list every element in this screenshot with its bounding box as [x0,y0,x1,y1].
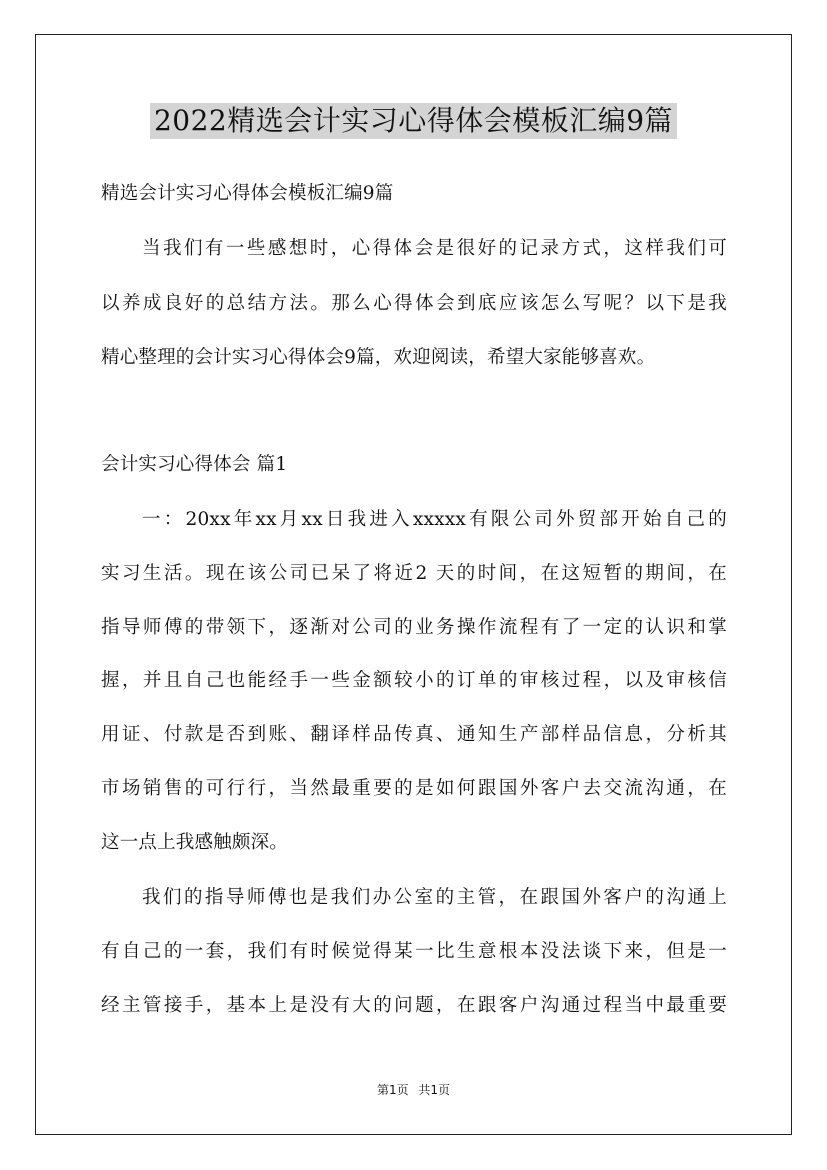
paragraph-line: 经主管接手，基本上是没有大的问题，在跟客户沟通过程当中最重要 [101,995,727,1016]
page-footer [0,1082,827,1098]
page-number: 第1页 [376,1083,409,1097]
paragraph-line: 我们的指导师傅也是我们办公室的主管，在跟国外客户的沟通上 [142,887,727,908]
document-title: 2022精选会计实习心得体会模板汇编9篇 [150,103,677,139]
paragraph-line: 实习生活。现在该公司已呆了将近2 天的时间，在这短暂的期间，在 [101,563,727,584]
page-total: 共1页 [418,1083,451,1097]
paragraph-line: 指导师傅的带领下，逐渐对公司的业务操作流程有了一定的认识和掌 [101,617,727,638]
paragraph-line: 这一点上我感触颇深。 [101,832,289,853]
document-subtitle: 精选会计实习心得体会模板汇编9篇 [101,183,394,204]
paragraph-line: 市场销售的可行行，当然最重要的是如何跟国外客户去交流沟通，在 [101,778,727,799]
paragraph-line: 用证、付款是否到账、翻译样品传真、通知生产部样品信息，分析其 [101,724,727,745]
intro-line: 当我们有一些感想时，心得体会是很好的记录方式，这样我们可 [142,238,727,259]
intro-line: 以养成良好的总结方法。那么心得体会到底应该怎么写呢？以下是我 [101,293,727,314]
intro-line: 精心整理的会计实习心得体会9篇，欢迎阅读，希望大家能够喜欢。 [101,347,656,368]
paragraph-line: 一：20xx年xx月xx日我进入xxxxx有限公司外贸部开始自己的 [142,509,727,530]
paragraph-line: 握，并且自己也能经手一些金额较小的订单的审核过程，以及审核信 [101,670,727,691]
title-container [0,103,827,139]
paragraph-line: 有自己的一套，我们有时候觉得某一比生意根本没法谈下来，但是一 [101,941,727,962]
section-heading: 会计实习心得体会 篇1 [101,454,288,475]
